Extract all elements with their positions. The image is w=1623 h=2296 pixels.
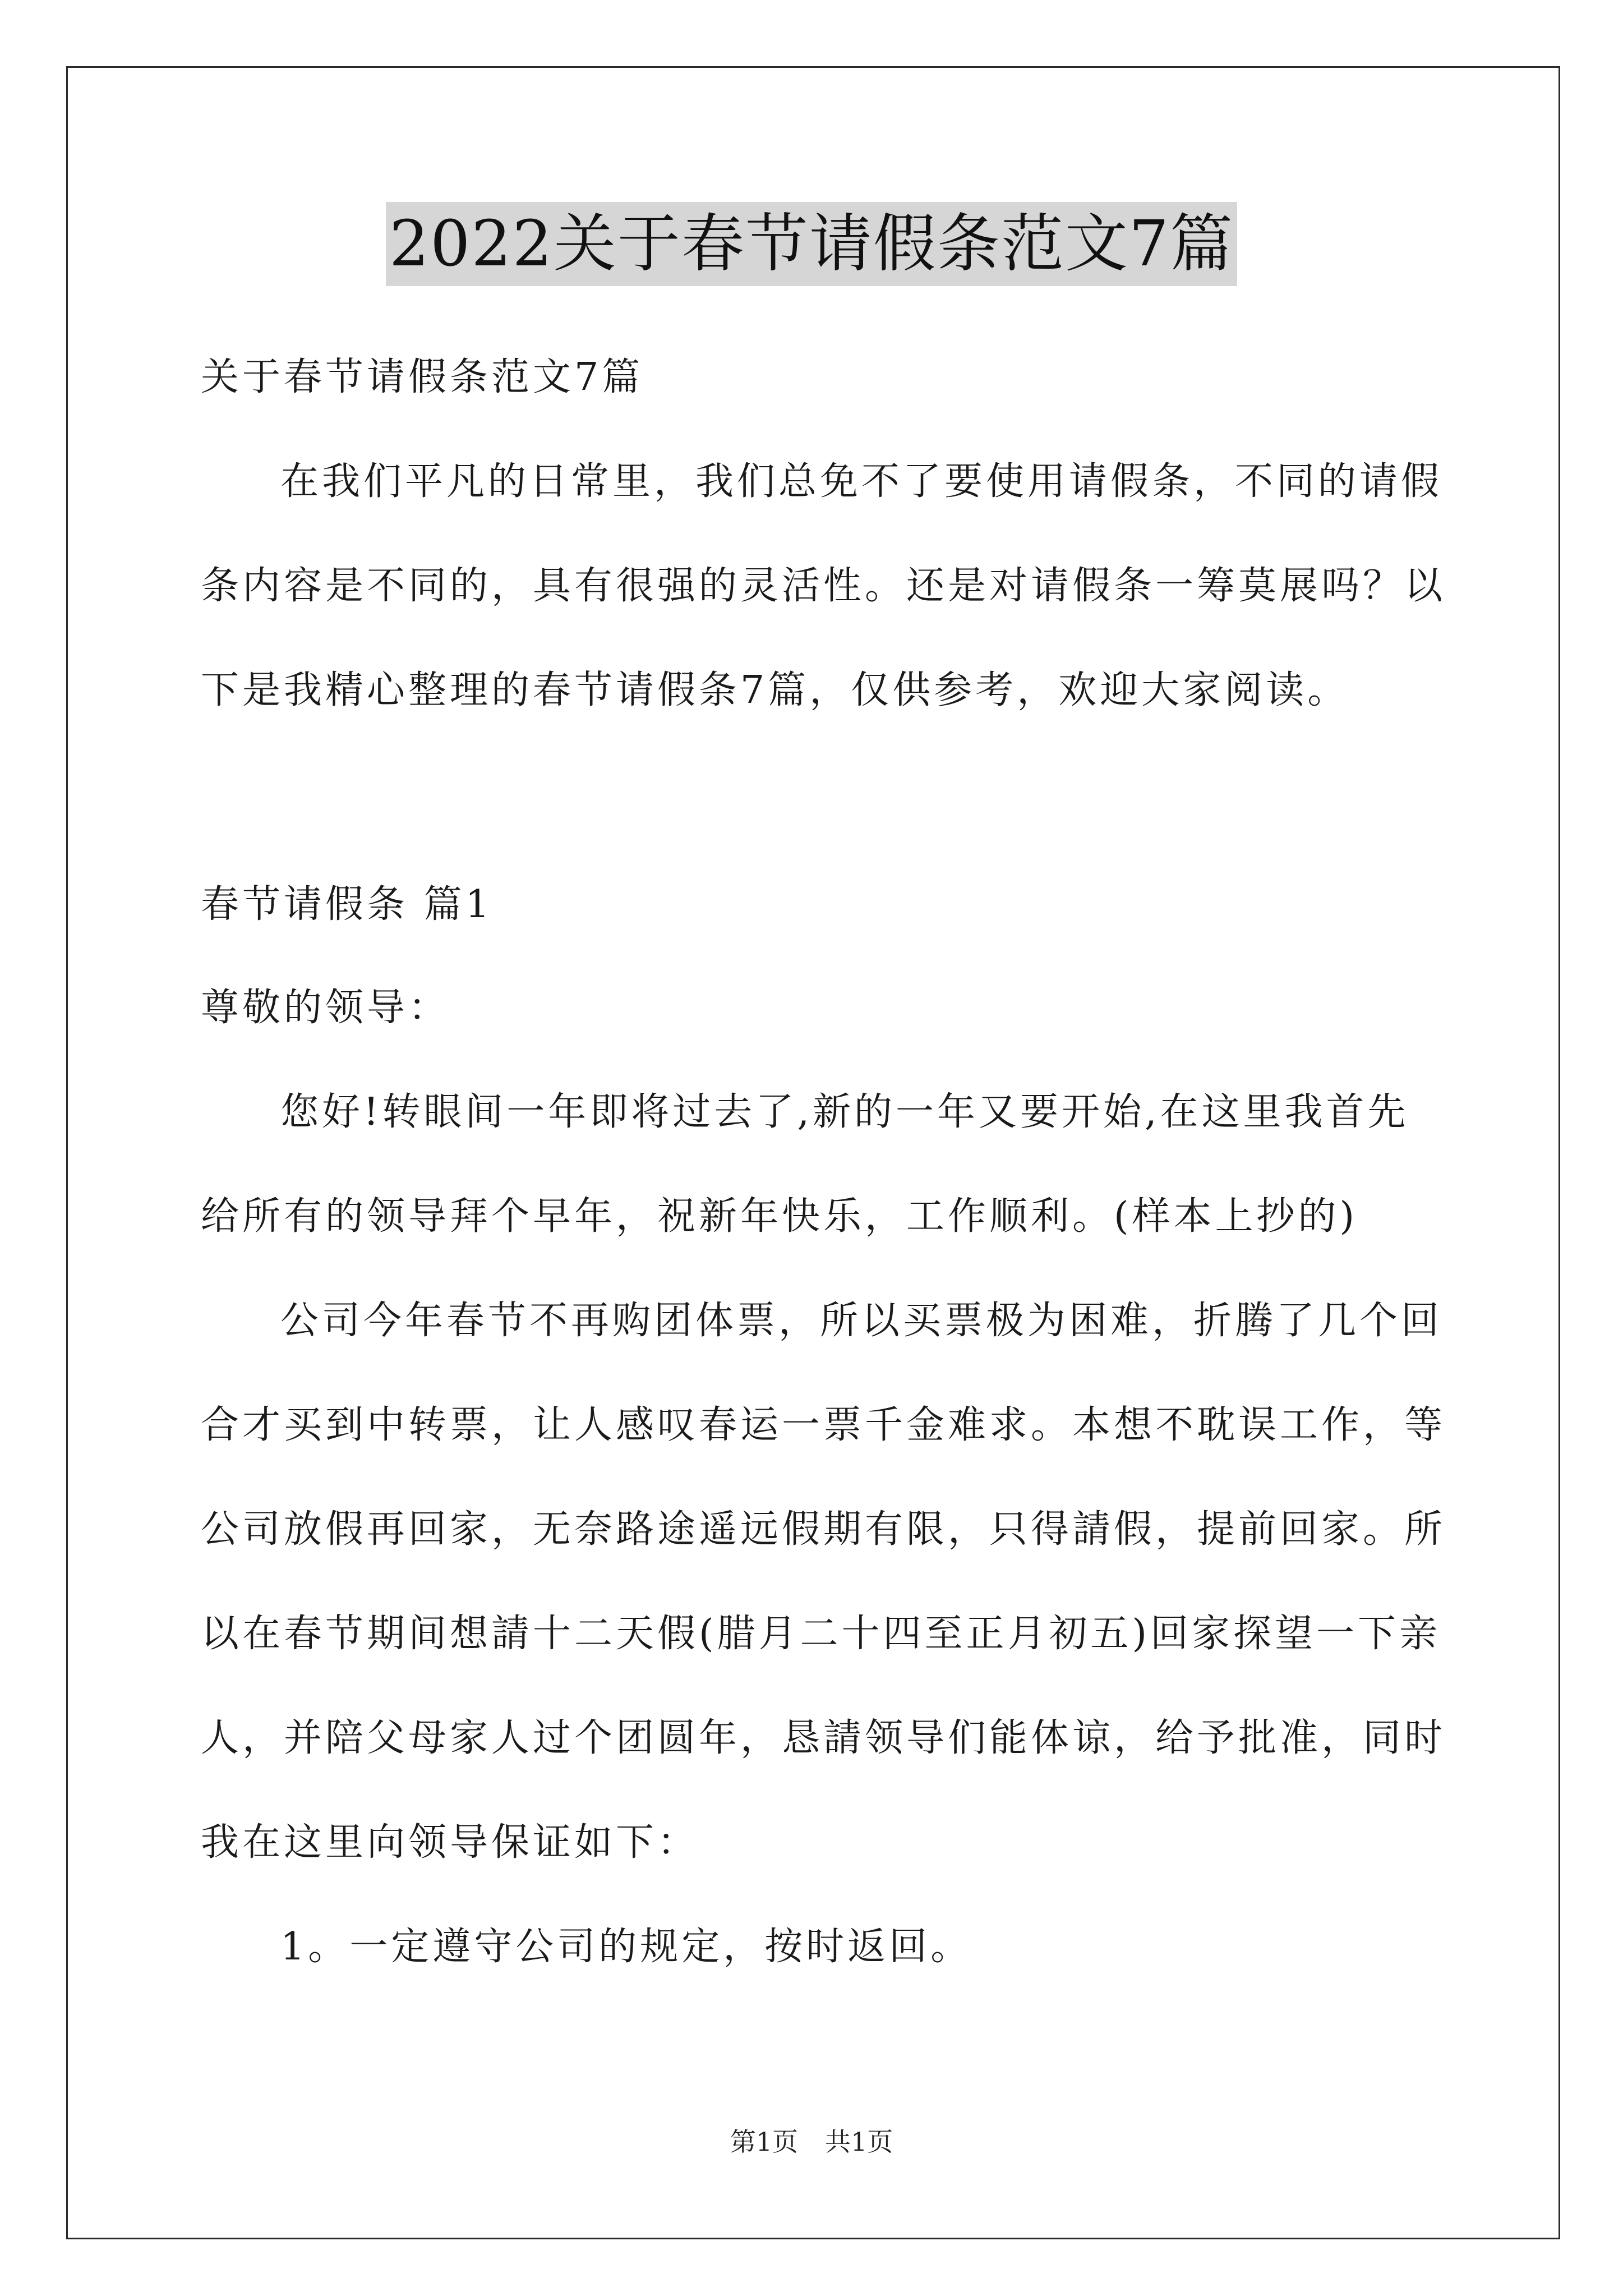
page-total: 共1页 [825,2127,893,2157]
body-line-8: 我在这里向领导保证如下： [201,1820,699,1865]
body-line-1: 您好!转眼间一年即将过去了,新的一年又要开始,在这里我首先 [280,1090,1409,1134]
salutation: 尊敬的领导： [201,986,450,1030]
list-item-1: 1。一定遵守公司的规定，按时返回。 [280,1925,972,1969]
subtitle-line: 关于春节请假条范文7篇 [201,355,644,399]
body-line-4: 合才买到中转票，让人感叹春运一票千金难求。本想不耽误工作，等 [201,1403,1446,1447]
body-line-3: 公司今年春节不再购团体票，所以买票极为困难，折腾了几个回 [280,1299,1443,1343]
page-footer [0,2125,1623,2159]
body-line-6: 以在春节期间想請十二天假(腊月二十四至正月初五)回家探望一下亲 [201,1612,1441,1656]
title-area [0,202,1623,286]
section-heading: 春节请假条 篇1 [201,882,493,927]
document-title: 2022关于春节请假条范文7篇 [386,202,1237,286]
body-line-5: 公司放假再回家，无奈路途遥远假期有限，只得請假，提前回家。所 [201,1507,1446,1552]
intro-line-2: 条内容是不同的，具有很强的灵活性。还是对请假条一筹莫展吗？以 [201,564,1446,608]
intro-line-3: 下是我精心整理的春节请假条7篇，仅供参考，欢迎大家阅读。 [201,668,1349,712]
body-line-2: 给所有的领导拜个早年，祝新年快乐，工作顺利。(样本上抄的) [201,1194,1358,1239]
intro-line-1: 在我们平凡的日常里，我们总免不了要使用请假条，不同的请假 [280,459,1443,504]
body-line-7: 人，并陪父母家人过个团圆年，恳請领导们能体谅，给予批准，同时 [201,1716,1446,1760]
page-number: 第1页 [730,2127,798,2157]
